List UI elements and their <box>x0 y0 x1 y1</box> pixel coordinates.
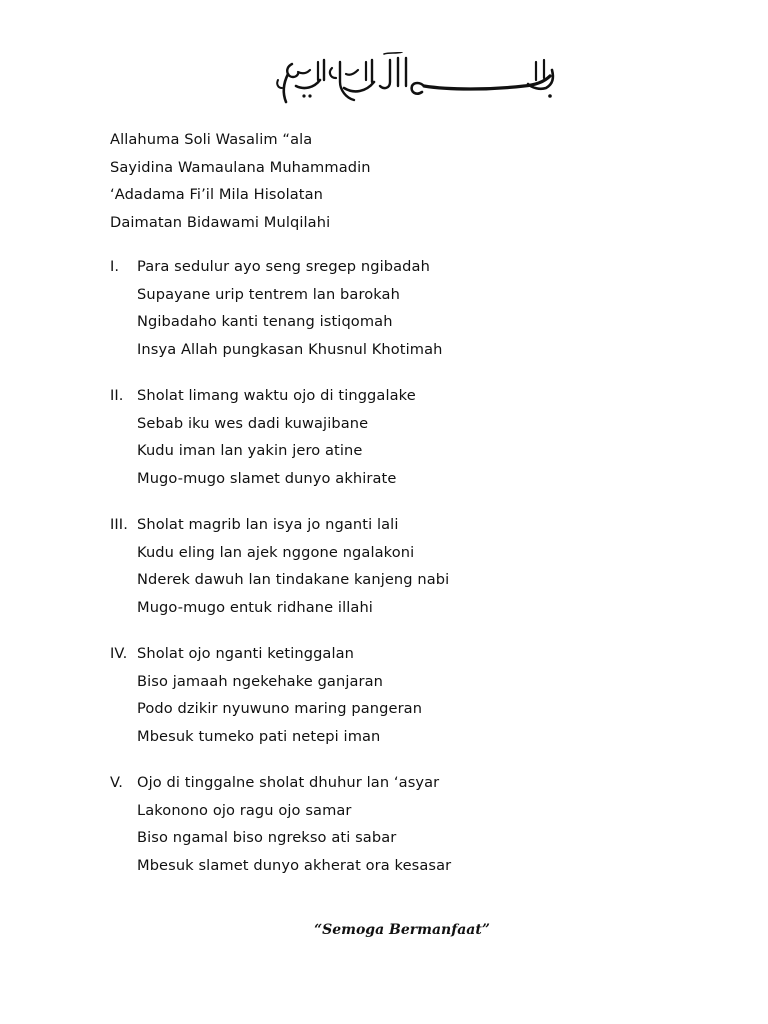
stanza-line: Podo dzikir nyuwuno maring pangeran <box>137 700 423 717</box>
stanza-line: Ngibadaho kanti tenang istiqomah <box>137 313 393 330</box>
opening-salawat <box>110 126 371 236</box>
stanza-5 <box>110 769 630 879</box>
stanza-1 <box>110 253 630 363</box>
stanza-line: Ojo di tinggalne sholat dhuhur lan ‘asyar <box>137 774 440 791</box>
stanza-number: II. <box>110 387 124 404</box>
opening-line: ‘Adadama Fi’il Mila Hisolatan <box>110 186 324 203</box>
stanza-number: IV. <box>110 645 128 662</box>
stanza-4 <box>110 640 630 750</box>
stanza-line: Supayane urip tentrem lan barokah <box>137 285 400 303</box>
opening-line: Sayidina Wamaulana Muhammadin <box>110 158 371 176</box>
stanza-line: Mbesuk slamet dunyo akherat ora kesasar <box>137 856 452 874</box>
stanza-line: Para sedulur ayo seng sregep ngibadah <box>137 258 430 275</box>
opening-line: Allahuma Soli Wasalim “ala <box>110 131 313 148</box>
stanza-line: Nderek dawuh lan tindakane kanjeng nabi <box>137 571 450 588</box>
stanza-number: V. <box>110 774 123 791</box>
stanza-2 <box>110 382 630 492</box>
stanza-line: Mugo-mugo slamet dunyo akhirate <box>137 469 397 487</box>
stanza-line: Sholat magrib lan isya jo nganti lali <box>137 516 399 533</box>
stanza-line: Sholat limang waktu ojo di tinggalake <box>137 387 416 404</box>
opening-line: Daimatan Bidawami Mulqilahi <box>110 213 331 231</box>
stanza-3 <box>110 511 630 621</box>
stanza-line: Biso jamaah ngekehake ganjaran <box>137 672 384 690</box>
stanza-line: Kudu iman lan yakin jero atine <box>137 442 363 459</box>
stanza-number: III. <box>110 516 128 533</box>
stanza-line: Sholat ojo nganti ketinggalan <box>137 645 355 662</box>
stanza-line: Lakonono ojo ragu ojo samar <box>137 801 352 819</box>
stanza-line: Sebab iku wes dadi kuwajibane <box>137 414 369 432</box>
stanza-line: Insya Allah pungkasan Khusnul Khotimah <box>137 340 443 358</box>
stanza-line: Biso ngamal biso ngrekso ati sabar <box>137 829 397 846</box>
basmala-calligraphy-icon <box>274 52 560 108</box>
closing-text: “Semoga Bermanfaat” <box>314 922 490 938</box>
stanza-number: I. <box>110 258 120 275</box>
stanza-line: Mugo-mugo entuk ridhane illahi <box>137 598 373 616</box>
stanza-line: Kudu eling lan ajek nggone ngalakoni <box>137 543 415 561</box>
stanza-line: Mbesuk tumeko pati netepi iman <box>137 727 381 745</box>
